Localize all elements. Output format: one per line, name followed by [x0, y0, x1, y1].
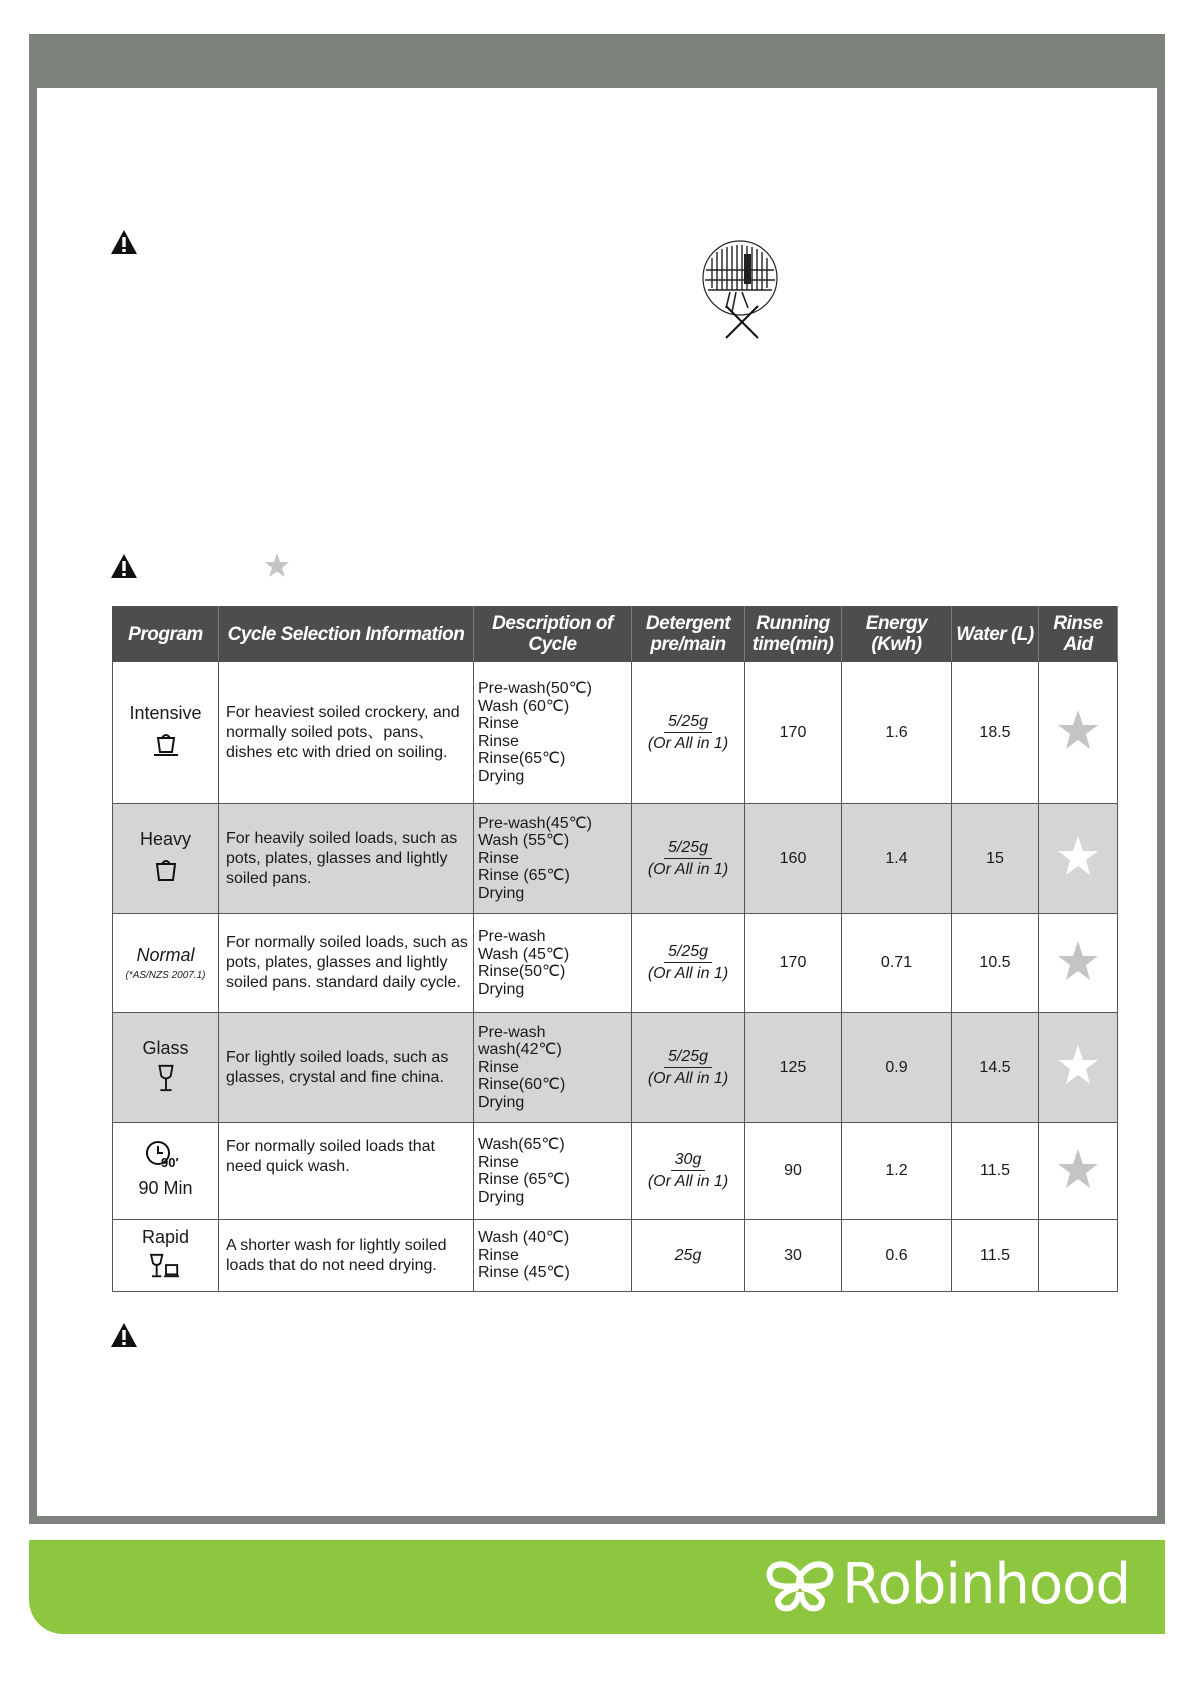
cycle-info: For normally soiled loads that need quick wash.	[219, 1123, 474, 1220]
water-value: 14.5	[952, 1013, 1039, 1123]
detergent-amount: 5/25g	[664, 943, 712, 963]
detergent-amount: 30g	[671, 1151, 706, 1171]
energy-value: 1.4	[842, 804, 952, 914]
cycle-step: Rinse	[478, 1246, 519, 1264]
warning-icon	[110, 229, 138, 255]
detergent-note: (Or All in 1)	[647, 1173, 729, 1190]
table-row	[113, 804, 1118, 914]
rinse-aid-cell	[1039, 1123, 1118, 1220]
header-rinse-aid: Rinse Aid	[1039, 607, 1118, 662]
cycle-step: Wash (60℃)	[478, 697, 570, 715]
program-name: Rapid	[141, 1226, 190, 1247]
cycle-step: Wash (55℃)	[478, 832, 570, 850]
detergent-amount: 5/25g	[664, 1048, 712, 1068]
cycle-step: Rinse(65℃)	[478, 750, 566, 767]
cycle-info: For heaviest soiled crockery, and normally soiled pots、pans、dishes etc with dried on soiling.	[219, 662, 474, 804]
energy-value: 1.2	[842, 1123, 952, 1220]
cycle-step: Drying	[478, 884, 525, 902]
program-name: Intensive	[129, 702, 202, 723]
rinse-aid-cell	[1039, 1220, 1118, 1292]
header-cycle-selection: Cycle Selection Information	[219, 607, 474, 662]
energy-value: 0.71	[842, 914, 952, 1013]
detergent-amount: 25g	[674, 1246, 702, 1264]
cycle-step: Pre-wash(50℃)	[478, 680, 592, 697]
cycle-step: Drying	[478, 767, 525, 785]
detergent-amount: 5/25g	[664, 839, 712, 859]
cycle-step: Rinse	[478, 715, 519, 732]
energy-value: 0.6	[842, 1220, 952, 1292]
rinse-aid-cell	[1039, 662, 1118, 804]
table-row	[113, 914, 1118, 1013]
water-value: 11.5	[952, 1220, 1039, 1292]
cycle-step: Rinse	[478, 732, 519, 750]
star-icon	[1056, 834, 1100, 878]
running-time: 170	[745, 662, 842, 804]
rinse-aid-cell	[1039, 804, 1118, 914]
pot-icon	[151, 728, 181, 763]
table-row	[113, 1220, 1118, 1292]
cycle-step: Rinse(50℃)	[478, 963, 566, 980]
cycle-step: Drying	[478, 1093, 525, 1111]
warning-icon	[110, 553, 138, 579]
program-standard-note: (*AS/NZS 2007.1)	[125, 970, 206, 981]
detergent-note: (Or All in 1)	[647, 734, 729, 752]
program-name: Heavy	[139, 828, 192, 849]
cycle-step: Drying	[478, 1188, 525, 1206]
star-icon	[1056, 708, 1100, 752]
cycle-info: For heavily soiled loads, such as pots, plates, glasses and lightly soiled pans.	[219, 804, 474, 914]
water-value: 10.5	[952, 914, 1039, 1013]
cycle-description	[474, 1220, 632, 1292]
detergent-cell	[632, 804, 745, 914]
water-value: 11.5	[952, 1123, 1039, 1220]
detergent-cell	[632, 662, 745, 804]
header-description: Description of Cycle	[474, 607, 632, 662]
star-icon	[1056, 939, 1100, 983]
program-cell	[113, 662, 219, 804]
header-water: Water (L)	[952, 607, 1039, 662]
program-cell	[113, 804, 219, 914]
table-row	[113, 1013, 1118, 1123]
clock-90-icon	[144, 1139, 188, 1176]
table-header-row	[113, 607, 1118, 662]
detergent-cell	[632, 1013, 745, 1123]
cycle-step: Rinse (45℃)	[478, 1264, 570, 1282]
cycle-description	[474, 1013, 632, 1123]
cycle-step: Wash(65℃)	[478, 1136, 565, 1153]
detergent-cell	[632, 914, 745, 1013]
header-running-time: Running time(min)	[745, 607, 842, 662]
cycle-step: Rinse (65℃)	[478, 867, 570, 885]
cycle-description	[474, 662, 632, 804]
cycle-info: For normally soiled loads, such as pots, plates, glasses and lightly soiled pans. standard daily cycle.	[219, 914, 474, 1013]
running-time: 90	[745, 1123, 842, 1220]
cycle-step: wash(42℃)	[478, 1041, 562, 1059]
header-program: Program	[113, 607, 219, 662]
cycle-description	[474, 804, 632, 914]
warning-icon	[110, 1322, 138, 1348]
cycle-info: For lightly soiled loads, such as glasses, crystal and fine china.	[219, 1013, 474, 1123]
cycle-step: Drying	[478, 980, 525, 998]
wine-glass-icon	[152, 1063, 180, 1098]
running-time: 125	[745, 1013, 842, 1123]
cycle-step: Rinse	[478, 1058, 519, 1076]
glass-and-cup-icon	[147, 1252, 185, 1285]
cycle-step: Rinse	[478, 1153, 519, 1171]
program-name: Glass	[142, 1037, 189, 1058]
cycle-step: Pre-wash	[478, 1023, 546, 1041]
detergent-cell	[632, 1220, 745, 1292]
program-cell	[113, 1123, 219, 1220]
pot-icon	[151, 854, 181, 889]
rinse-aid-cell	[1039, 914, 1118, 1013]
table-row	[113, 1123, 1118, 1220]
running-time: 30	[745, 1220, 842, 1292]
program-cell	[113, 914, 219, 1013]
cycle-info: A shorter wash for lightly soiled loads that do not need drying.	[219, 1220, 474, 1292]
water-value: 18.5	[952, 662, 1039, 804]
crossed-out-cutlery-rack-icon	[700, 240, 786, 340]
energy-value: 1.6	[842, 662, 952, 804]
detergent-cell	[632, 1123, 745, 1220]
cycle-step: Rinse (65℃)	[478, 1171, 570, 1188]
cycle-description	[474, 914, 632, 1013]
star-icon	[1056, 1147, 1100, 1191]
cycle-step: Wash (40℃)	[478, 1229, 570, 1247]
butterfly-logo-icon	[764, 1556, 836, 1614]
cycle-step: Rinse(60℃)	[478, 1076, 566, 1094]
program-cell	[113, 1220, 219, 1292]
rinse-aid-cell	[1039, 1013, 1118, 1123]
program-name: Normal	[136, 945, 195, 965]
cycle-description	[474, 1123, 632, 1220]
program-name: 90 Min	[138, 1178, 193, 1198]
water-value: 15	[952, 804, 1039, 914]
running-time: 170	[745, 914, 842, 1013]
header-detergent: Detergent pre/main	[632, 607, 745, 662]
detergent-note: (Or All in 1)	[647, 1069, 729, 1087]
detergent-note: (Or All in 1)	[647, 860, 729, 878]
detergent-note: (Or All in 1)	[647, 965, 729, 982]
detergent-amount: 5/25g	[664, 713, 712, 733]
cycle-step: Pre-wash(45℃)	[478, 814, 592, 832]
star-icon	[1056, 1043, 1100, 1087]
cycle-step: Rinse	[478, 849, 519, 867]
running-time: 160	[745, 804, 842, 914]
program-cell	[113, 1013, 219, 1123]
header-energy: Energy (Kwh)	[842, 607, 952, 662]
table-row	[113, 662, 1118, 804]
star-icon	[264, 552, 290, 578]
clock-90-label: 90′	[160, 1155, 179, 1170]
cycle-step: Pre-wash	[478, 928, 546, 945]
brand-logo	[764, 1552, 1130, 1617]
brand-name: Robinhood	[842, 1552, 1130, 1617]
energy-value: 0.9	[842, 1013, 952, 1123]
program-table	[112, 606, 1118, 1292]
cycle-step: Wash (45℃)	[478, 945, 570, 963]
